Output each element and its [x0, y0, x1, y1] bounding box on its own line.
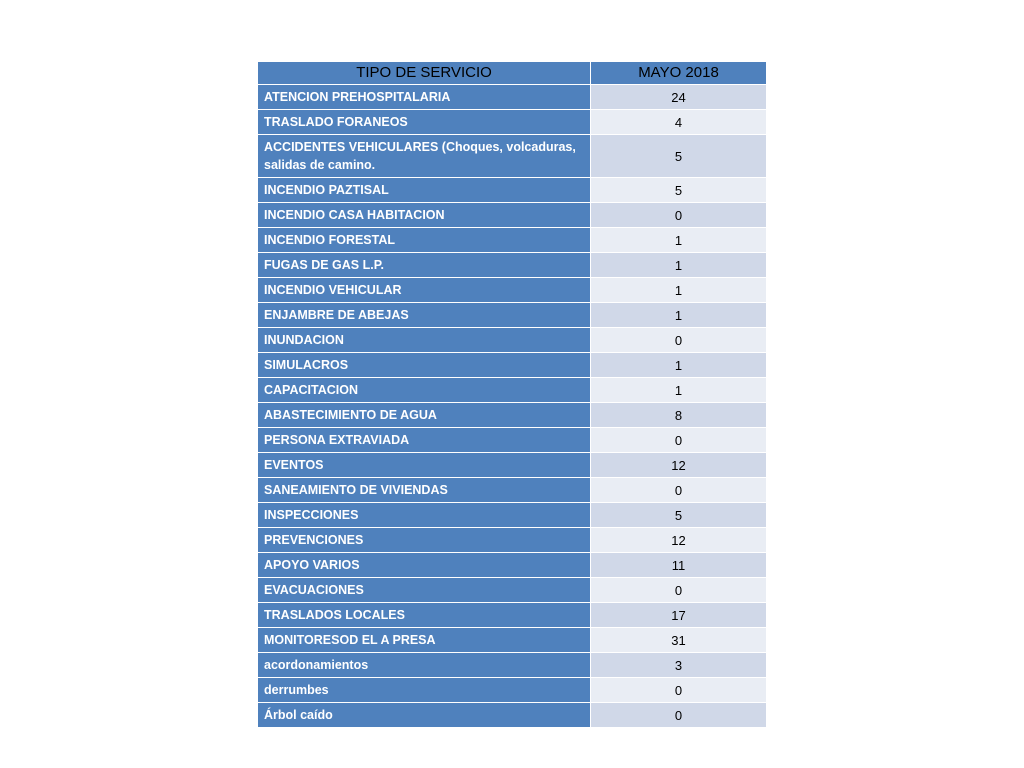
service-count-cell: 1: [591, 253, 766, 277]
table-row: [258, 109, 766, 134]
service-count-cell: 5: [591, 503, 766, 527]
service-count-cell: 0: [591, 678, 766, 702]
service-count-cell: 5: [591, 135, 766, 177]
service-type-cell: ACCIDENTES VEHICULARES (Choques, volcaduras, salidas de camino.: [258, 135, 591, 177]
table-row: [258, 177, 766, 202]
service-type-cell: INCENDIO VEHICULAR: [258, 278, 591, 302]
service-count-cell: 31: [591, 628, 766, 652]
service-type-cell: EVACUACIONES: [258, 578, 591, 602]
service-count-cell: 0: [591, 328, 766, 352]
service-type-cell: CAPACITACION: [258, 378, 591, 402]
table-row: [258, 277, 766, 302]
service-count-cell: 0: [591, 478, 766, 502]
table-row: [258, 352, 766, 377]
service-count-cell: 0: [591, 203, 766, 227]
table-row: [258, 377, 766, 402]
table-header: [258, 62, 766, 84]
service-count-cell: 3: [591, 653, 766, 677]
table-row: [258, 327, 766, 352]
table-row: [258, 427, 766, 452]
service-type-cell: APOYO VARIOS: [258, 553, 591, 577]
service-type-cell: ENJAMBRE DE ABEJAS: [258, 303, 591, 327]
service-count-cell: 1: [591, 303, 766, 327]
table-row: [258, 202, 766, 227]
service-type-cell: TRASLADOS LOCALES: [258, 603, 591, 627]
service-type-cell: acordonamientos: [258, 653, 591, 677]
service-count-cell: 11: [591, 553, 766, 577]
table-row: [258, 602, 766, 627]
service-type-cell: FUGAS DE GAS L.P.: [258, 253, 591, 277]
service-type-cell: Árbol caído: [258, 703, 591, 727]
table-row: [258, 552, 766, 577]
table-row: [258, 577, 766, 602]
service-type-cell: INCENDIO FORESTAL: [258, 228, 591, 252]
table-row: [258, 84, 766, 109]
table-row: [258, 677, 766, 702]
service-count-cell: 1: [591, 278, 766, 302]
service-count-cell: 4: [591, 110, 766, 134]
services-table: [258, 62, 766, 727]
table-body: [258, 84, 766, 727]
service-count-cell: 1: [591, 228, 766, 252]
service-type-cell: EVENTOS: [258, 453, 591, 477]
service-type-cell: MONITORESOD EL A PRESA: [258, 628, 591, 652]
table-row: [258, 302, 766, 327]
table-row: [258, 134, 766, 177]
service-count-cell: 0: [591, 578, 766, 602]
service-type-cell: SIMULACROS: [258, 353, 591, 377]
table-row: [258, 452, 766, 477]
service-type-cell: INUNDACION: [258, 328, 591, 352]
service-type-cell: PREVENCIONES: [258, 528, 591, 552]
table-row: [258, 252, 766, 277]
service-count-cell: 24: [591, 85, 766, 109]
service-type-cell: INCENDIO CASA HABITACION: [258, 203, 591, 227]
service-type-cell: INCENDIO PAZTISAL: [258, 178, 591, 202]
service-type-cell: INSPECCIONES: [258, 503, 591, 527]
table-row: [258, 477, 766, 502]
service-count-cell: 0: [591, 703, 766, 727]
service-count-cell: 1: [591, 353, 766, 377]
service-type-cell: ATENCION PREHOSPITALARIA: [258, 85, 591, 109]
table-row: [258, 702, 766, 727]
service-count-cell: 17: [591, 603, 766, 627]
header-tipo-de-servicio: TIPO DE SERVICIO: [258, 62, 591, 84]
service-count-cell: 1: [591, 378, 766, 402]
service-count-cell: 0: [591, 428, 766, 452]
table-row: [258, 527, 766, 552]
table-row: [258, 227, 766, 252]
service-count-cell: 12: [591, 528, 766, 552]
table-row: [258, 652, 766, 677]
service-type-cell: TRASLADO FORANEOS: [258, 110, 591, 134]
service-count-cell: 12: [591, 453, 766, 477]
service-count-cell: 8: [591, 403, 766, 427]
header-mayo-2018: MAYO 2018: [591, 62, 766, 84]
table-row: [258, 502, 766, 527]
service-type-cell: PERSONA EXTRAVIADA: [258, 428, 591, 452]
service-type-cell: ABASTECIMIENTO DE AGUA: [258, 403, 591, 427]
service-type-cell: derrumbes: [258, 678, 591, 702]
table-row: [258, 402, 766, 427]
table-row: [258, 627, 766, 652]
service-count-cell: 5: [591, 178, 766, 202]
service-type-cell: SANEAMIENTO DE VIVIENDAS: [258, 478, 591, 502]
